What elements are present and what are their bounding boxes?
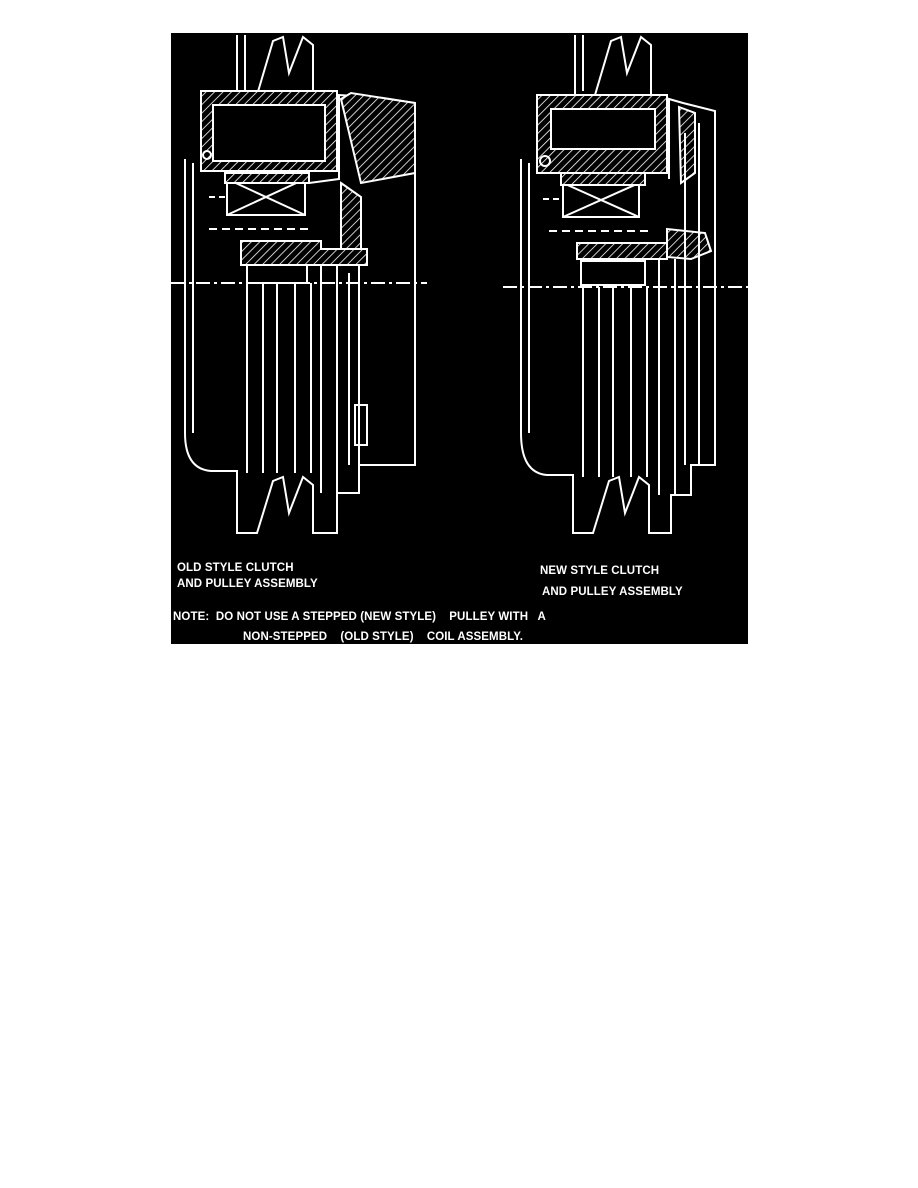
old-style-label-line1: OLD STYLE CLUTCH <box>177 562 294 574</box>
old-style-assembly <box>171 35 427 533</box>
note-line1: NOTE: DO NOT USE A STEPPED (NEW STYLE) PULLEY WITH A <box>173 611 546 623</box>
new-style-label-line2: AND PULLEY ASSEMBLY <box>542 586 683 598</box>
diagram-panel <box>171 33 748 644</box>
note-line2: NON-STEPPED (OLD STYLE) COIL ASSEMBLY. <box>243 631 524 643</box>
clutch-cross-section-drawing <box>171 33 748 644</box>
new-style-label-line1: NEW STYLE CLUTCH <box>540 565 660 577</box>
old-style-label-line2: AND PULLEY ASSEMBLY <box>177 578 318 590</box>
new-style-assembly <box>503 35 748 533</box>
